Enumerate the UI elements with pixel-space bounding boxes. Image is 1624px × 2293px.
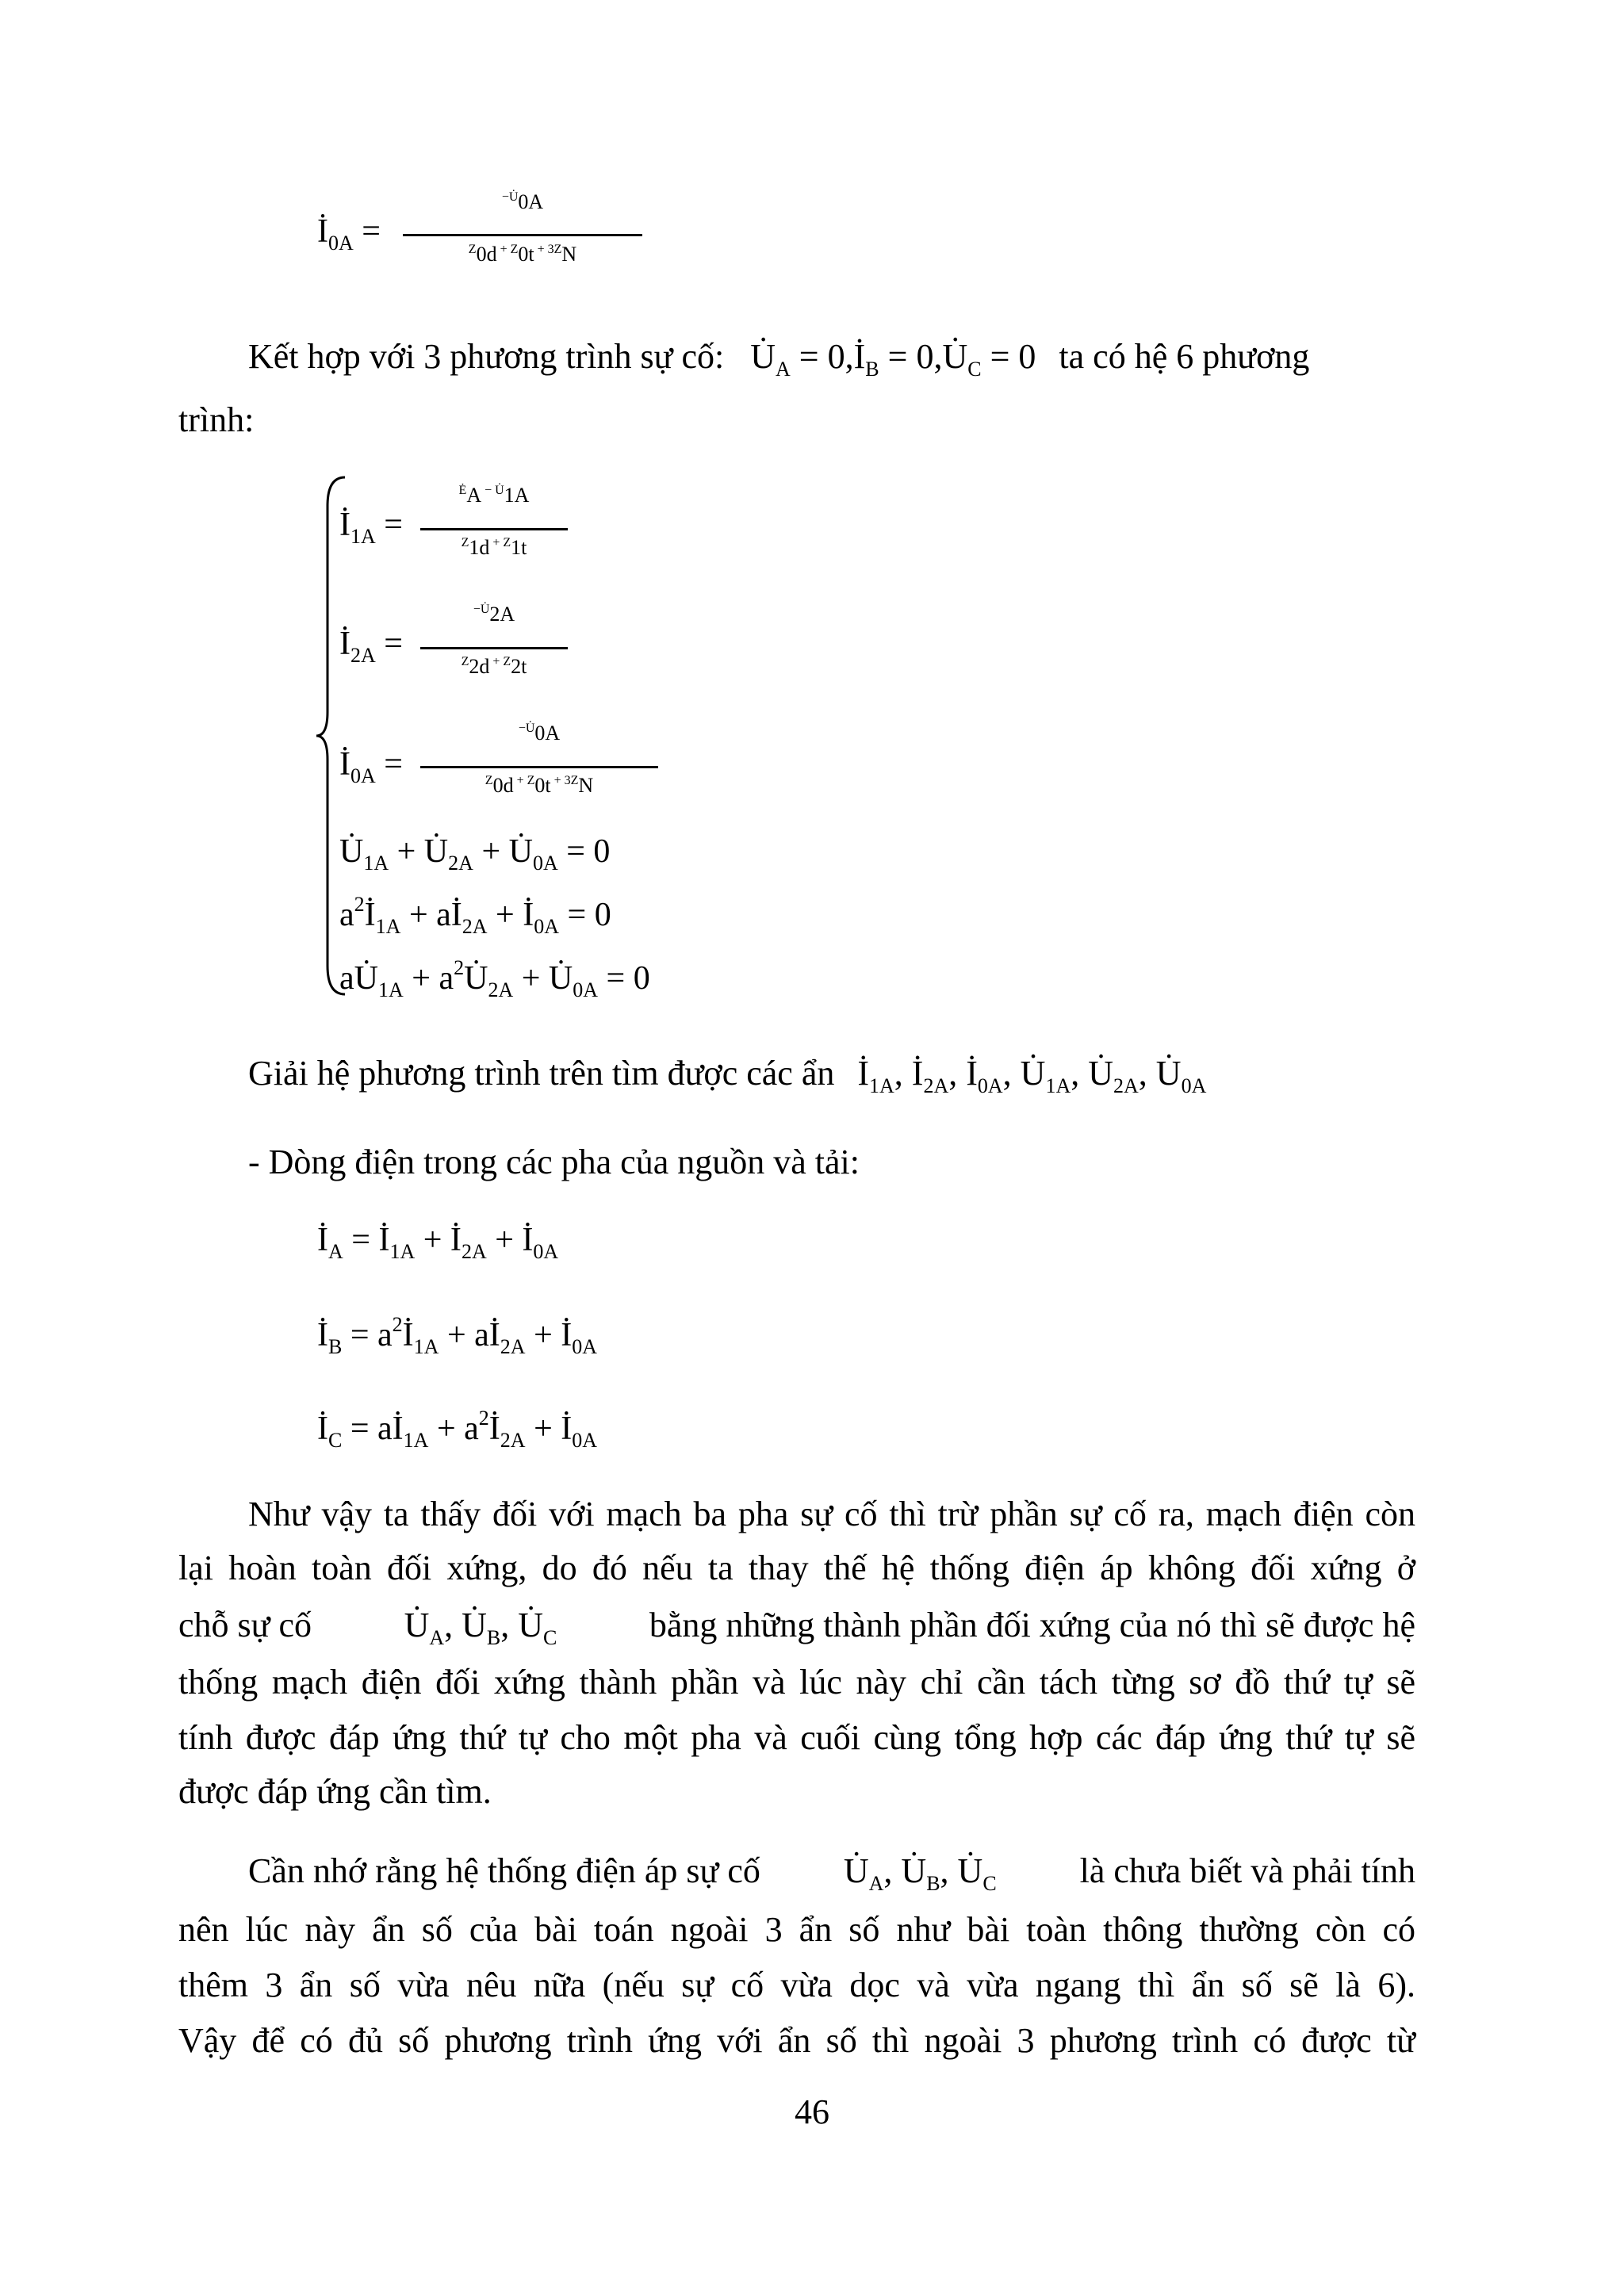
paragraph-unknowns: Giải hệ phương trình trên tìm được các ẩn $İ_{1A}$, $İ_{2A}$, $İ_{0A}$, $U̇_{1A}$, $U̇_{2A}$, $U̇_{0A}$: [248, 1054, 1207, 1097]
eq-lhs: $İ_{0A}$ =: [317, 213, 381, 255]
paragraph-phase-currents: - Dòng điện trong các pha của nguồn và tải:: [248, 1143, 860, 1181]
current-eq-a: $İ_A$ = $İ_{1A}$ + $İ_{2A}$ + $İ_{0A}$: [317, 1222, 559, 1263]
system-eq4: $U̇_{1A}$ + $U̇_{2A}$ + $U̇_{0A} = 0$: [339, 833, 611, 875]
page-number: 46: [795, 2092, 829, 2131]
system-eq2-lhs: $İ_{2A}$ =: [339, 626, 403, 667]
system-eq1-fraction: $Ė_A$ − $U̇_{1A}$ $Z_{1d} + Z_{1t}$: [420, 484, 568, 587]
current-eq-b: $İ_B$ = $a^2İ_{1A}$ + $aİ_{2A}$ + $İ_{0A}$: [317, 1313, 598, 1358]
paragraph-line: trình:: [178, 400, 255, 439]
system-eq1-lhs: $İ_{1A}$ =: [339, 507, 403, 548]
current-eq-c: $İ_C$ = $aİ_{1A}$ + $a^2İ_{2A}$ + $İ_{0A}$: [317, 1407, 598, 1452]
system-eq5: $a^2İ_{1A}$ + $aİ_{2A}$ + $İ_{0A} = 0$: [339, 893, 611, 938]
system-eq6: $aU̇_{1A}$ + $a^2U̇_{2A}$ + $U̇_{0A} = 0$: [339, 956, 650, 1001]
system-eq2-fraction: $-U̇_{2A}$ $Z_{2d} + Z_{2t}$: [420, 603, 568, 706]
system-eq3-fraction: $-U̇_{0A}$ $Z_{0d} + Z_{0t} + 3Z_N$: [420, 722, 658, 825]
system-eq3-lhs: $İ_{0A}$ =: [339, 746, 403, 787]
eq-fraction: $-U̇_{0A}$ $Z_{0d} + Z_{0t} + 3Z_N$: [403, 190, 642, 293]
document-page: $İ_{0A}$ = $-U̇_{0A}$ $Z_{0d} + Z_{0t} + 3Z_N$ Kết hợp với 3 phương trình sự cố: $U̇_A$ = $0,İ_B$ = $0,U̇_C = 0$ ta có hệ 6 phương trình: $İ_{1A}$ = $Ė_A$ − $U̇_{1A}$ $Z_{1d} + Z_{1t}$ $İ_{2A}$ = $-U̇_{2A}$ $Z_{2d} + Z_{2t}$ $İ_{0A}$ = $-U̇_{0A}$ $Z_{0d} + Z_{0t} + 3Z_N$ $U̇_{1A}$ + $U̇_{2A}$ + $U̇_{0A} = 0$ $a^2İ_{1A}$ + $aİ_{2A}$ + $İ_{0A} = 0$ $aU̇_{1A}$ + $a^2U̇_{2A}$ + $U̇_{0A} = 0$ Giải hệ phương trình trên tìm được các ẩn $İ_{1A}$, $İ_{2A}$, $İ_{0A}$, $U̇_{1A}$, $U̇_{2A}$, $U̇_{0A}$ - Dòng điện trong các pha của nguồn và tải: $İ_A$ = $İ_{1A}$ + $İ_{2A}$ + $İ_{0A}$ $İ_B$ = $a^2İ_{1A}$ + $aİ_{2A}$ + $İ_{0A}$ $İ_C$ = $aİ_{1A}$ + $a^2İ_{2A}$ + $İ_{0A}$ Như vậy ta thấy đối với mạch ba pha sự cố thì trừ phần sự cố ra, mạch điện còn lại hoàn toàn đối xứng, do đó nếu ta thay thế hệ thống điện áp không đối xứng ở chỗ sự cố $U̇_A$, $U̇_B$, $U̇_C$ bằng những thành phần đối xứng của nó thì sẽ được hệ thống mạch điện đối xứng thành phần và lúc này chỉ cần tách từng sơ đồ thứ tự sẽ tính được đáp ứng thứ tự cho một pha và cuối cùng tổng hợp các đáp ứng thứ tự sẽ được đáp ứng cần tìm. Cần nhớ rằng hệ thống điện áp sự cố $U̇_A$, $U̇_B$, $U̇_C$ là chưa biết và phải tính nên lúc này ẩn số của bài toán ngoài 3 ẩn số như bài toàn thông thường còn có thêm 3 ẩn số vừa nêu nữa (nếu sự cố vừa dọc và vừa ngang thì ẩn số sẽ là 6). Vậy để có đủ số phương trình ứng với ẩn số thì ngoài 3 phương trình có được từ 46: [0, 0, 1624, 2293]
paragraph-fault-conditions: Kết hợp với 3 phương trình sự cố: $U̇_A$ = $0,İ_B$ = $0,U̇_C = 0$ ta có hệ 6 phương: [248, 337, 1310, 381]
